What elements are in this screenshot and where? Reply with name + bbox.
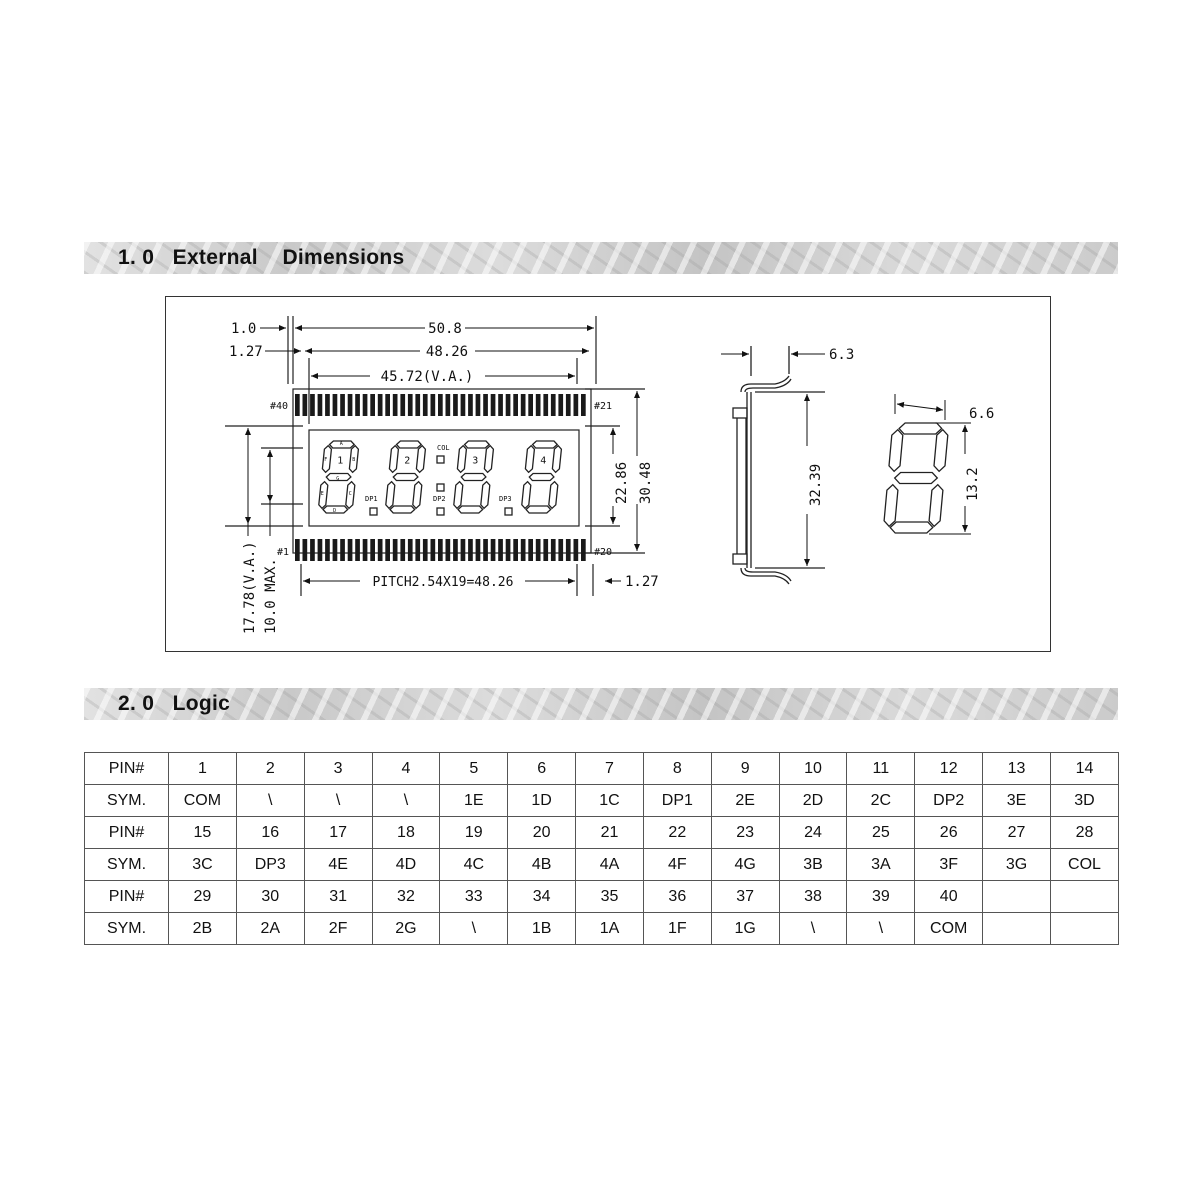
pin — [468, 394, 473, 416]
segment-letter: G — [336, 476, 340, 482]
annunciator-col: COL — [437, 444, 450, 452]
pin — [400, 394, 405, 416]
pin-label-20: #20 — [594, 547, 613, 558]
table-cell: 35 — [576, 881, 644, 913]
table-cell: 4F — [643, 849, 711, 881]
table-cell: 3D — [1050, 785, 1118, 817]
dim-offset-edge: 1.0 — [231, 321, 257, 337]
table-cell: 34 — [508, 881, 576, 913]
pin — [370, 539, 375, 561]
pin-row-top — [295, 394, 586, 416]
table-cell: 1D — [508, 785, 576, 817]
table-cell: \ — [236, 785, 304, 817]
section-name: Logic — [172, 692, 231, 715]
segment-a — [533, 441, 558, 448]
section-header-external-dimensions — [84, 242, 1118, 274]
row-header-cell: PIN# — [85, 753, 169, 785]
segment-f — [389, 446, 398, 473]
table-cell: 3F — [915, 849, 983, 881]
segment-c — [481, 482, 490, 509]
pin — [303, 394, 308, 416]
table-cell: 29 — [169, 881, 237, 913]
pin — [483, 539, 488, 561]
table-cell: 2G — [372, 913, 440, 945]
table-cell: 17 — [304, 817, 372, 849]
table-cell: 39 — [847, 881, 915, 913]
pin — [536, 394, 541, 416]
table-cell: 4 — [372, 753, 440, 785]
digit-1 — [319, 441, 359, 514]
pin — [558, 394, 563, 416]
table-cell: 5 — [440, 753, 508, 785]
pin — [536, 539, 541, 561]
pin — [566, 539, 571, 561]
table-cell: \ — [779, 913, 847, 945]
pin — [543, 539, 548, 561]
section-number: 2. 0 — [118, 692, 155, 715]
table-cell: 25 — [847, 817, 915, 849]
segment-letter: E — [320, 491, 324, 497]
pin-logic-table — [84, 752, 1119, 945]
pin — [461, 394, 466, 416]
table-cell: 7 — [576, 753, 644, 785]
table-cell: 16 — [236, 817, 304, 849]
pin — [431, 539, 436, 561]
pin — [310, 394, 315, 416]
dp3-dot — [505, 508, 512, 515]
pin — [370, 394, 375, 416]
row-header-cell: SYM. — [85, 849, 169, 881]
pin — [333, 539, 338, 561]
table-cell: 27 — [983, 817, 1051, 849]
segment-c — [413, 482, 422, 509]
section-name: External Dimensions — [172, 246, 405, 269]
table-cell: DP1 — [643, 785, 711, 817]
dim-pin-pitch: PITCH2.54X19=48.26 — [372, 575, 514, 590]
segment-g — [529, 474, 554, 481]
pin — [295, 394, 300, 416]
pin — [498, 394, 503, 416]
pin — [476, 394, 481, 416]
pin — [431, 394, 436, 416]
pin — [566, 394, 571, 416]
segment-g — [461, 474, 486, 481]
segment-e — [386, 482, 395, 509]
table-cell: 1G — [711, 913, 779, 945]
table-cell: 2B — [169, 913, 237, 945]
table-cell: \ — [304, 785, 372, 817]
pin — [325, 394, 330, 416]
pin — [581, 394, 586, 416]
pin — [415, 394, 420, 416]
table-cell: 1E — [440, 785, 508, 817]
pin — [378, 394, 383, 416]
segment-b — [552, 446, 561, 473]
table-cell: 3A — [847, 849, 915, 881]
pin-number-row — [85, 753, 1119, 785]
digit-label: 2 — [404, 455, 411, 467]
pin — [528, 539, 533, 561]
pin — [574, 539, 579, 561]
table-cell: 21 — [576, 817, 644, 849]
table-cell: 6 — [508, 753, 576, 785]
table-cell — [983, 913, 1051, 945]
table-cell: 40 — [915, 881, 983, 913]
table-cell: \ — [372, 785, 440, 817]
table-cell: 13 — [983, 753, 1051, 785]
pin — [310, 539, 315, 561]
segment-b — [416, 446, 425, 473]
dim-side-height: 32.39 — [808, 463, 824, 506]
segment-f — [889, 430, 903, 472]
segment-e — [884, 485, 898, 527]
table-cell: 15 — [169, 817, 237, 849]
row-header-cell: SYM. — [85, 785, 169, 817]
digit-label: 3 — [472, 455, 479, 467]
table-cell: 37 — [711, 881, 779, 913]
symbol-row — [85, 913, 1119, 945]
table-cell: 28 — [1050, 817, 1118, 849]
segment-f — [457, 446, 466, 473]
table-cell: 4C — [440, 849, 508, 881]
dim-width-view-area: 45.72(V.A.) — [380, 369, 474, 385]
pin — [318, 394, 323, 416]
dim-offset-pin: 1.27 — [229, 344, 263, 360]
pin — [348, 539, 353, 561]
table-cell: 24 — [779, 817, 847, 849]
segment-g — [895, 473, 938, 484]
pin — [438, 394, 443, 416]
table-cell: 36 — [643, 881, 711, 913]
table-cell: 23 — [711, 817, 779, 849]
dim-side-thickness: 6.3 — [829, 347, 855, 363]
table-cell: 22 — [643, 817, 711, 849]
pin — [408, 394, 413, 416]
segment-letter: C — [348, 491, 352, 497]
pin — [348, 394, 353, 416]
table-cell: \ — [847, 913, 915, 945]
table-cell: 14 — [1050, 753, 1118, 785]
pin — [363, 394, 368, 416]
table-cell: 2C — [847, 785, 915, 817]
table-cell: COM — [915, 913, 983, 945]
digit-3 — [454, 441, 494, 513]
pin — [551, 539, 556, 561]
table-cell: 4G — [711, 849, 779, 881]
pin — [385, 394, 390, 416]
colon-dot-upper — [437, 456, 444, 463]
pin-label-21: #21 — [594, 401, 613, 412]
pin — [491, 394, 496, 416]
table-cell: 20 — [508, 817, 576, 849]
pin — [483, 394, 488, 416]
pin-label-40: #40 — [270, 401, 289, 412]
dim-width-pin-span: 48.26 — [425, 344, 469, 360]
segment-letter: F — [324, 456, 328, 463]
pin — [393, 539, 398, 561]
pin — [468, 539, 473, 561]
table-cell: 33 — [440, 881, 508, 913]
pin — [521, 394, 526, 416]
table-cell: COM — [169, 785, 237, 817]
table-cell: 8 — [643, 753, 711, 785]
table-cell: 11 — [847, 753, 915, 785]
annunciator-dp3: DP3 — [499, 495, 512, 503]
row-header-cell: PIN# — [85, 881, 169, 913]
table-cell: 30 — [236, 881, 304, 913]
segment-c — [929, 485, 943, 527]
segment-a — [397, 441, 422, 448]
pin — [453, 539, 458, 561]
table-cell: \ — [440, 913, 508, 945]
dimension-drawing — [165, 296, 1051, 652]
pin-number-row — [85, 817, 1119, 849]
table-cell: 12 — [915, 753, 983, 785]
segment-letter: A — [339, 441, 343, 447]
segment-letter: D — [333, 508, 337, 514]
segment-b — [484, 446, 493, 473]
pin — [446, 539, 451, 561]
pin — [385, 539, 390, 561]
pin — [400, 539, 405, 561]
table-cell: 38 — [779, 881, 847, 913]
table-cell: 1B — [508, 913, 576, 945]
table-cell: 3 — [304, 753, 372, 785]
annunciator-dp2: DP2 — [433, 495, 446, 503]
pin — [476, 539, 481, 561]
table-cell: 10 — [779, 753, 847, 785]
table-cell: 3B — [779, 849, 847, 881]
pin — [393, 394, 398, 416]
table-cell: 1C — [576, 785, 644, 817]
pin — [318, 539, 323, 561]
pin — [491, 539, 496, 561]
pin — [453, 394, 458, 416]
pin — [438, 539, 443, 561]
pin — [574, 394, 579, 416]
pin — [521, 539, 526, 561]
pin-number-labels — [270, 401, 612, 558]
table-cell: 32 — [372, 881, 440, 913]
pin — [446, 394, 451, 416]
section-number: 1. 0 — [118, 246, 155, 269]
pin — [415, 539, 420, 561]
table-cell: 2A — [236, 913, 304, 945]
table-cell: 4E — [304, 849, 372, 881]
pin — [423, 394, 428, 416]
table-cell: 2E — [711, 785, 779, 817]
table-cell: 1A — [576, 913, 644, 945]
table-cell: 4B — [508, 849, 576, 881]
pin — [355, 539, 360, 561]
segment-letter: B — [352, 456, 356, 463]
pin — [461, 539, 466, 561]
dp1-dot — [370, 508, 377, 515]
pin — [408, 539, 413, 561]
pin — [513, 394, 518, 416]
segment-d — [526, 506, 551, 513]
pin — [551, 394, 556, 416]
table-cell: 3E — [983, 785, 1051, 817]
pin — [355, 394, 360, 416]
segment-a — [465, 441, 490, 448]
row-header-cell: PIN# — [85, 817, 169, 849]
table-cell: 3G — [983, 849, 1051, 881]
pin — [363, 539, 368, 561]
table-cell: DP2 — [915, 785, 983, 817]
segment-g — [393, 474, 418, 481]
pin-row-bottom — [295, 539, 586, 561]
table-cell: 18 — [372, 817, 440, 849]
segment-d — [890, 522, 933, 533]
table-cell: 4D — [372, 849, 440, 881]
dim-digit-width: 6.6 — [969, 406, 995, 422]
left-vertical-dimensions — [248, 428, 270, 536]
segment-d — [458, 506, 483, 513]
table-cell: 9 — [711, 753, 779, 785]
table-cell: 26 — [915, 817, 983, 849]
dim-height-digit-max: 10.0 MAX. — [263, 558, 279, 634]
pin — [378, 539, 383, 561]
pin — [333, 394, 338, 416]
dp2-dot — [437, 508, 444, 515]
pin — [558, 539, 563, 561]
table-cell: 3C — [169, 849, 237, 881]
table-cell: 19 — [440, 817, 508, 849]
table-cell — [983, 881, 1051, 913]
segment-b — [934, 430, 948, 472]
pin — [513, 539, 518, 561]
segment-d — [390, 506, 415, 513]
dim-height-view-area: 17.78(V.A.) — [242, 541, 258, 634]
section-header-logic — [84, 688, 1118, 720]
table-cell: COL — [1050, 849, 1118, 881]
pin — [506, 394, 511, 416]
table-cell: 2 — [236, 753, 304, 785]
digit-label: 4 — [540, 455, 547, 467]
section-title-external-dimensions — [118, 246, 404, 270]
segment-f — [525, 446, 534, 473]
pin — [325, 539, 330, 561]
digit-4 — [522, 441, 562, 513]
pin — [340, 539, 345, 561]
symbol-row — [85, 785, 1119, 817]
table-cell: 2D — [779, 785, 847, 817]
table-cell: 31 — [304, 881, 372, 913]
pin — [340, 394, 345, 416]
colon-dot-lower — [437, 484, 444, 491]
digit-2 — [386, 441, 426, 513]
segment-e — [522, 482, 531, 509]
pin — [295, 539, 300, 561]
table-cell: 4A — [576, 849, 644, 881]
dim-height-inner: 22.86 — [614, 461, 630, 504]
pin-number-row — [85, 881, 1119, 913]
pin — [423, 539, 428, 561]
pin — [528, 394, 533, 416]
row-header-cell: SYM. — [85, 913, 169, 945]
section-title-logic — [118, 692, 230, 716]
dim-digit-height: 13.2 — [965, 467, 981, 501]
segment-e — [454, 482, 463, 509]
segment-c — [549, 482, 558, 509]
table-cell: 1 — [169, 753, 237, 785]
digit-detail — [884, 423, 948, 533]
table-cell — [1050, 913, 1118, 945]
pin — [581, 539, 586, 561]
dim-width-total: 50.8 — [428, 321, 462, 337]
pin — [506, 539, 511, 561]
dim-offset-pin-right: 1.27 — [625, 574, 659, 590]
annunciator-dp1: DP1 — [365, 495, 378, 503]
table-cell — [1050, 881, 1118, 913]
table-cell: DP3 — [236, 849, 304, 881]
pin — [543, 394, 548, 416]
table-cell: 2F — [304, 913, 372, 945]
pin — [498, 539, 503, 561]
symbol-row — [85, 849, 1119, 881]
table-cell: 1F — [643, 913, 711, 945]
dim-height-total: 30.48 — [638, 461, 654, 504]
segment-a — [899, 423, 942, 434]
digit-label: 1 — [337, 455, 344, 467]
pin — [303, 539, 308, 561]
pin-label-1: #1 — [277, 547, 290, 558]
